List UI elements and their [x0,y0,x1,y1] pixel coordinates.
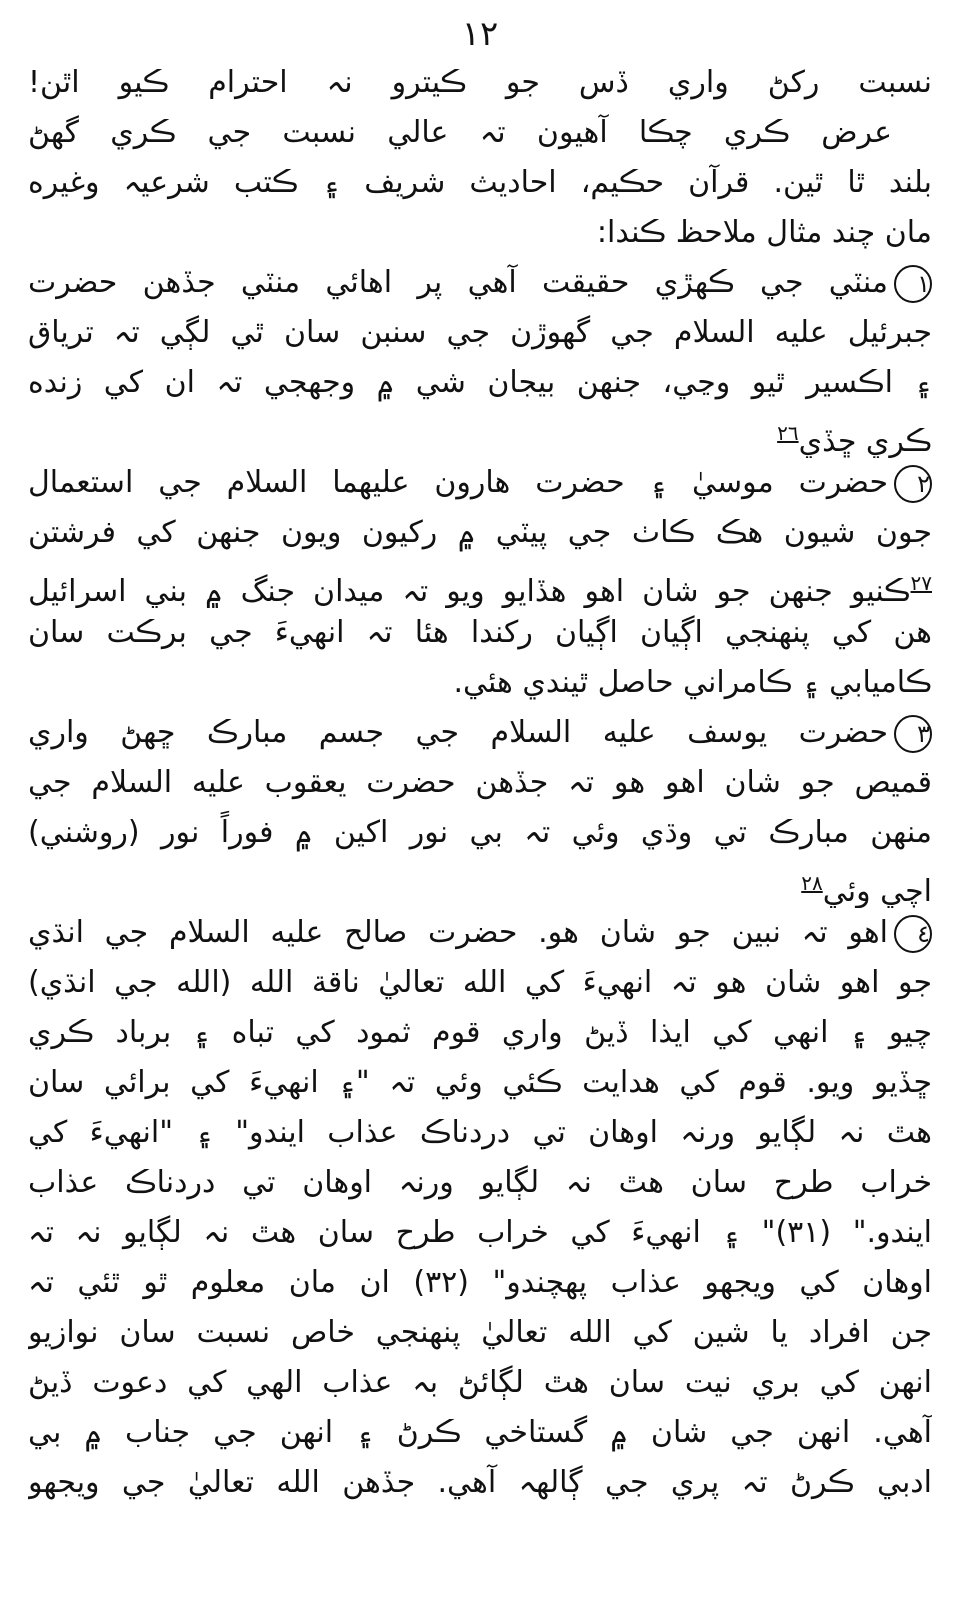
text-line-9: حضرت موسيٰ ۽ حضرت هارون عليهما السلام جي استعمال [28,465,888,500]
text-line-11: ڪنيو جنهن جو شان اهو هڏايو ويو تہ ميدان جنگ ۾ بني اسرائيل [28,574,911,608]
text-line-8: ڪري ڇڏي [798,424,932,458]
text-line-22: هٿ نہ لڳايو ورنہ اوهان تي دردناڪ عذاب ايندو" ۽ "انهيءَ کي [28,1115,932,1150]
text-line-19: جو اهو شان هو تہ انهيءَ کي الله تعاليٰ ناقة الله (الله جي انڌي) [28,965,932,1000]
paragraph-1-last-line [28,408,932,458]
text-line-26: جن افراد يا شين کي الله تعاليٰ پنهنجي خاص نسبت سان نوازيو [28,1315,932,1350]
paragraph-1-first-line [28,258,932,308]
paragraph-2-first-line [28,458,932,508]
text-line-28: آهي. انهن جي شان ۾ گستاخي ڪرڻ ۽ انهن جي جناب ۾ بي [28,1415,932,1450]
reference-27: ٢٧ [910,571,932,595]
text-line-5: منٽي جي ڪهڙي حقيقت آهي پر اهائي منٽي جڏهن حضرت [28,265,888,300]
text-line-23: خراب طرح سان هٿ نہ لڳايو ورنہ اوهان تي دردناڪ عذاب [28,1165,932,1200]
text-line-12: هن کي پنهنجي اڳيان اڳيان رکندا هئا تہ انهيءَ جي برڪت سان [28,615,932,650]
text-line-14: حضرت يوسف عليه السلام جي جسم مبارڪ ڇهڻ واري [28,715,888,750]
text-line-15: قميص جو شان اهو هو تہ جڏهن حضرت يعقوب عليه السلام جي [28,765,932,800]
paragraph-3-first-line [28,708,932,758]
text-line-29: ادبي ڪرڻ تہ پري جي ڳالهہ آهي. جڏهن الله تعاليٰ جي ويجهو [28,1465,932,1500]
item-number-2: ٢ [894,465,932,503]
text-line-16: منهن مبارڪ تي وڌي وئي تہ بي نور اکين ۾ فوراً نور (روشني) [28,815,932,850]
text-line-4: مان چند مثال ملاحظ ڪندا: [596,215,932,250]
page-number: ١٢ [461,14,499,54]
text-line-13: ڪاميابي ۽ ڪامراني حاصل ٿيندي هئي. [453,665,932,700]
item-number-1: ١ [894,265,932,303]
reference-28: ٢٨ [801,871,823,895]
text-line-25: اوهان کي ويجهو عذاب پهچندو" (٣٢) ان مان معلوم ٿو ٿئي تہ [28,1265,932,1300]
document-page [28,14,932,1610]
text-line-6: جبرئيل عليه السلام جي گهوڙن جي سنبن سان ٿي لڳي تہ ترياق [28,315,932,350]
text-line-21: ڇڏيو ويو. قوم کي هدايت ڪئي وئي تہ "۽ انهيءَ کي برائي سان [28,1065,932,1100]
paragraph-3-last-line [28,858,932,908]
text-line-20: چيو ۽ انهي کي ايذا ڏيڻ واري قوم ثمود کي تباه ۽ برباد ڪري [28,1015,932,1050]
paragraph-4-first-line [28,908,932,958]
text-line-2: عرض ڪري چڪا آهيون تہ عالي نسبت جي ڪري گهڻ [28,115,892,150]
text-line-27: انهن کي بري نيت سان هٿ لڳائڻ بہ عذاب الهي کي دعوت ڏيڻ [28,1365,932,1400]
text-line-7: ۽ اڪسير ٿيو وڃي، جنهن بيجان شي ۾ وجهجي تہ ان کي زنده [28,365,932,400]
text-line-10: جون شيون هڪ ڪاٺ جي پيٽي ۾ رکيون ويون جنهن کي فرشتن [28,515,932,550]
text-line-18: اهو تہ نبين جو شان هو. حضرت صالح عليه السلام جي انڌي [28,915,888,950]
text-line-3: بلند ٿا ٿين. قرآن حڪيم، احاديث شريف ۽ ڪتب شرعيہ وغيره [28,165,932,200]
item-number-4: ٤ [894,915,932,953]
text-line-1: نسبت رکڻ واري ڏس جو ڪيترو نہ احترام ڪيو اٿن! [28,65,932,100]
reference-26: ٢٦ [777,421,799,445]
item-number-3: ٣ [894,715,932,753]
text-line-17: اچي وئي [822,874,932,908]
text-line-24: ايندو." (٣١)" ۽ انهيءَ کي خراب طرح سان هٿ نہ لڳايو نہ تہ [28,1215,932,1250]
paragraph-2-line-3 [28,558,932,608]
